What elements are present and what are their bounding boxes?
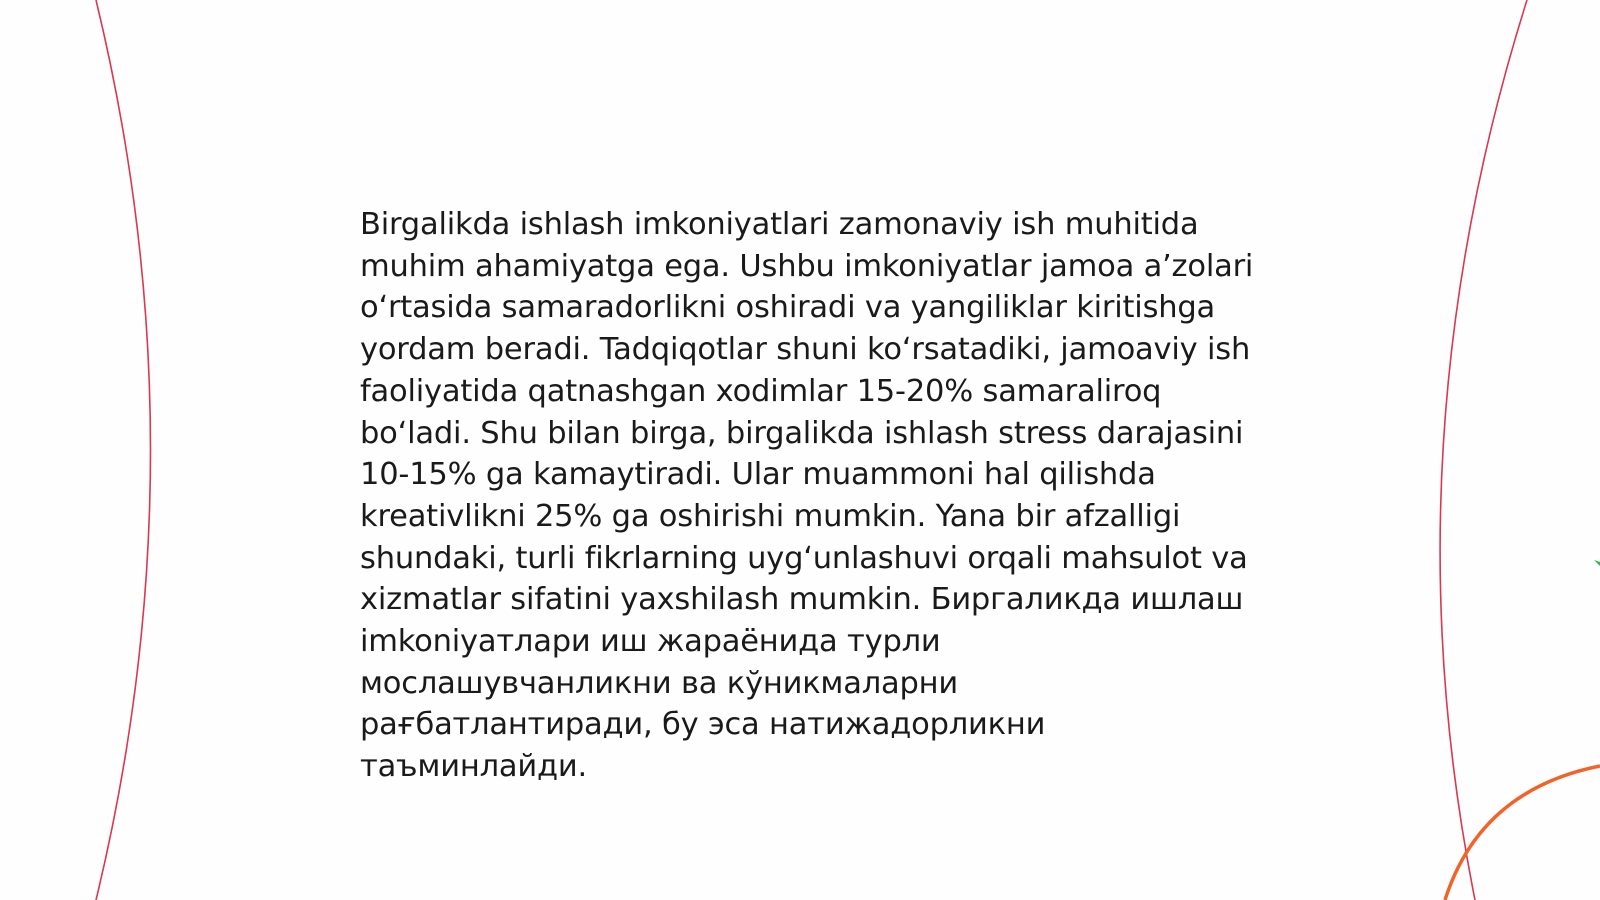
- left-curve: [96, 0, 151, 900]
- body-paragraph: Birgalikda ishlash imkoniyatlari zamonaviy ish muhitida muhim ahamiyatga ega. Ushbu imkoniyatlar jamoa a’zolari o‘rtasida samaradorlikni oshiradi va yangiliklar kiritishga yordam beradi. Tadqiqotlar shuni ko‘rsatadiki, jamoaviy ish faoliyatida qatnashgan xodimlar 15-20% samaraliroq bo‘ladi. Shu bilan birga, birgalikda ishlash stress darajasini 10-15% ga kamaytiradi. Ular muammoni hal qilishda kreativlikni 25% ga oshirishi mumkin. Yana bir afzalligi shundaki, turli fikrlarning uyg‘unlashuvi orqali mahsulot va xizmatlar sifatini yaxshilash mumkin. Биргаликда ишлаш imkoniyaтлари иш жараёнида турли мослашувчанликни ва кўникмаларни рағбатлантиради, бу эса натижадорликни таъминлайди.: [360, 207, 1254, 785]
- green-accent: [1594, 560, 1600, 566]
- right-curve: [1440, 0, 1527, 900]
- orange-arc: [1445, 766, 1600, 900]
